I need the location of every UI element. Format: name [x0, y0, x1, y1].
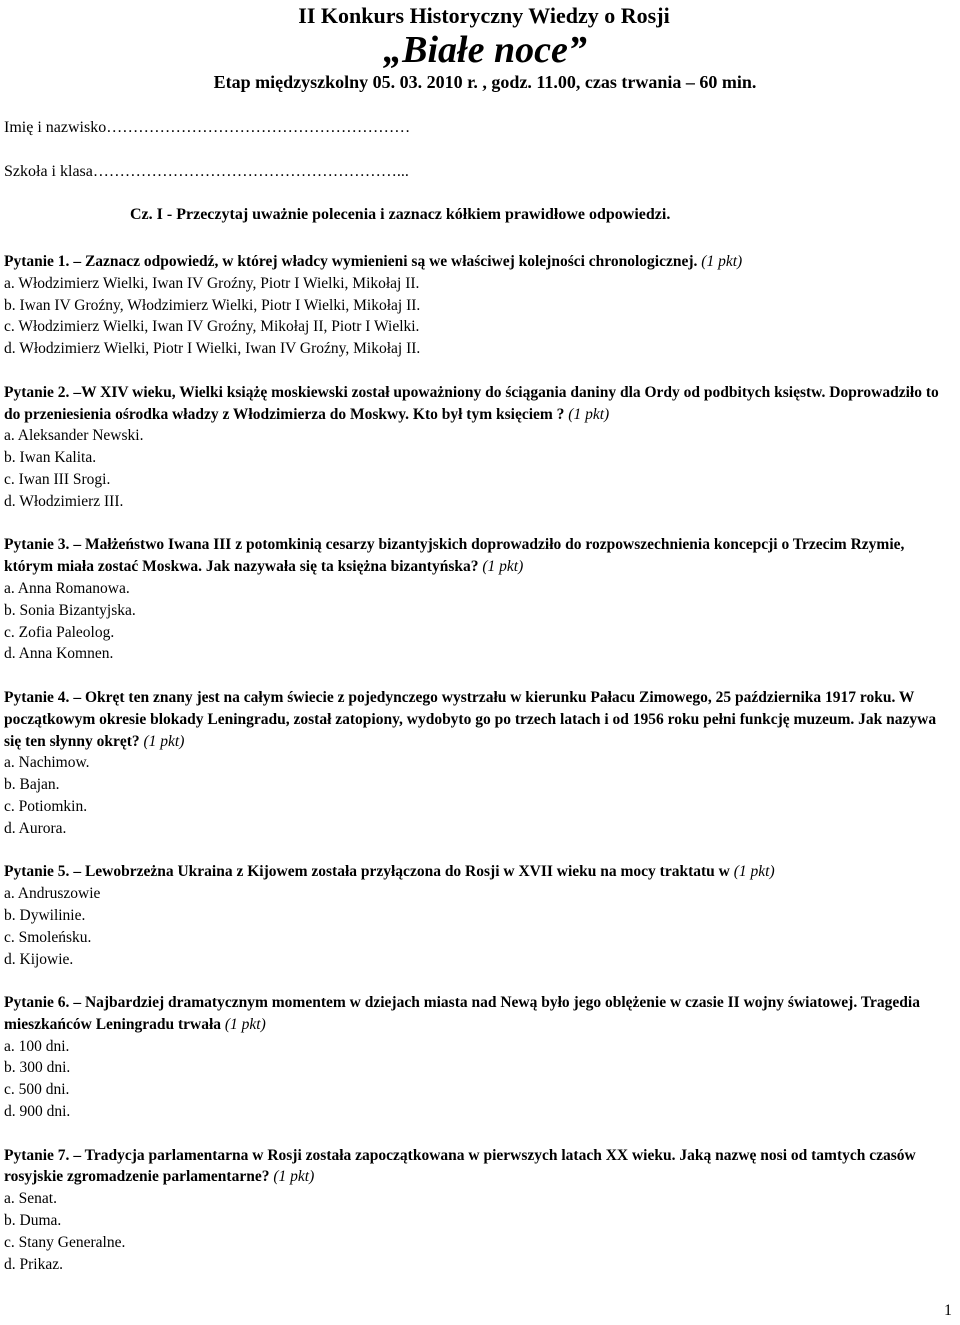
contest-title: II Konkurs Historyczny Wiedzy o Rosji: [298, 3, 670, 28]
answer-option[interactable]: a. Nachimow.: [4, 754, 90, 772]
answer-option[interactable]: d. Prikaz.: [4, 1255, 63, 1273]
question-body: –W XIV wieku, Wielki książę moskiewski został upoważniony do ściągania daniny dla Ordy od podbitych księstw. Doprowadziło to do przeniesienia ośrodka władzy z Włodzimierza do Moskwy. Kto był tym księciem ?: [4, 383, 939, 423]
answer-option[interactable]: b. Duma.: [4, 1212, 62, 1230]
question-body: – Małżeństwo Iwana III z potomkinią cesarzy bizantyjskich doprowadziło do rozpowszechnienia koncepcji o Trzecim Rzymie, którym miała zostać Moskwa. Jak nazywała się ta księżna bizantyńska?: [4, 536, 905, 576]
question-body: – Tradycja parlamentarna w Rosji została zapoczątkowana w pierwszych latach XX wieku. Jaką nazwę nosi od tamtych czasów rosyjskie zgromadzenie parlamentarne?: [4, 1146, 916, 1186]
question-7: [4, 1145, 956, 1276]
question-text: [4, 992, 956, 1036]
document-header: [0, 0, 960, 94]
question-points: (1 pkt): [269, 1168, 315, 1186]
school-field[interactable]: Szkoła i klasa…………………………………………………...: [4, 163, 409, 180]
question-points: (1 pkt): [564, 405, 610, 423]
answer-option[interactable]: d. Włodzimierz Wielki, Piotr I Wielki, Iwan IV Groźny, Mikołaj II.: [4, 340, 421, 358]
question-3: [4, 534, 956, 665]
question-body: – Lewobrzeżna Ukraina z Kijowem została przyłączona do Rosji w XVII wieku na mocy traktatu w: [69, 863, 730, 881]
answer-option[interactable]: c. Zofia Paleolog.: [4, 623, 115, 641]
question-text: [4, 861, 956, 883]
page-number: 1: [944, 1302, 952, 1319]
question-4: [4, 687, 956, 840]
answer-option[interactable]: b. Bajan.: [4, 776, 60, 794]
answer-option[interactable]: b. Iwan IV Groźny, Włodzimierz Wielki, Piotr I Wielki, Mikołaj II.: [4, 296, 421, 314]
answer-option[interactable]: b. Iwan Kalita.: [4, 449, 97, 467]
question-points: (1 pkt): [729, 863, 775, 881]
question-number: Pytanie 5.: [4, 863, 70, 881]
answer-option[interactable]: d. Kijowie.: [4, 950, 74, 968]
question-number: Pytanie 3.: [4, 536, 70, 554]
answer-option[interactable]: c. 500 dni.: [4, 1081, 70, 1099]
question-6: [4, 992, 956, 1123]
answer-option[interactable]: c. Włodzimierz Wielki, Iwan IV Groźny, Mikołaj II, Piotr I Wielki.: [4, 318, 420, 336]
question-2: [4, 382, 956, 513]
answer-option[interactable]: b. Sonia Bizantyjska.: [4, 601, 136, 619]
question-points: (1 pkt): [139, 732, 185, 750]
answer-option[interactable]: a. Andruszowie: [4, 885, 101, 903]
question-body: – Zaznacz odpowiedź, w której władcy wymienieni są we właściwej kolejności chronologicznej.: [69, 253, 698, 270]
answer-option[interactable]: a. Senat.: [4, 1190, 57, 1208]
answer-option[interactable]: b. Dywilinie.: [4, 906, 86, 924]
name-field[interactable]: Imię i nazwisko…………………………………………………: [4, 119, 411, 136]
question-text: [4, 1145, 956, 1189]
contest-subtitle: „Białe noce”: [383, 29, 587, 71]
question-number: Pytanie 4.: [4, 688, 70, 706]
question-text: [4, 687, 956, 752]
question-number: Pytanie 1.: [4, 253, 70, 270]
question-body: – Najbardziej dramatycznym momentem w dziejach miasta nad Newą było jego oblężenie w czasie II wojny światowej. Tragedia mieszkańców Leningradu trwała: [4, 994, 920, 1033]
answer-option[interactable]: b. 300 dni.: [4, 1059, 71, 1077]
answer-option[interactable]: d. Włodzimierz III.: [4, 492, 124, 510]
answer-option[interactable]: a. Aleksander Newski.: [4, 427, 144, 445]
question-points: (1 pkt): [478, 558, 524, 576]
question-points: (1 pkt): [697, 253, 743, 270]
answer-option[interactable]: d. 900 dni.: [4, 1103, 71, 1121]
question-text: [4, 382, 956, 426]
question-5: [4, 861, 956, 970]
question-number: Pytanie 2.: [4, 383, 70, 401]
answer-option[interactable]: c. Smoleńsku.: [4, 928, 92, 946]
answer-option[interactable]: d. Anna Komnen.: [4, 645, 114, 663]
answer-option[interactable]: d. Aurora.: [4, 819, 67, 837]
question-1: [4, 251, 956, 360]
question-number: Pytanie 7.: [4, 1146, 70, 1164]
answer-option[interactable]: a. 100 dni.: [4, 1037, 70, 1055]
answer-option[interactable]: a. Anna Romanowa.: [4, 579, 130, 597]
answer-option[interactable]: a. Włodzimierz Wielki, Iwan IV Groźny, Piotr I Wielki, Mikołaj II.: [4, 274, 420, 292]
question-text: [4, 251, 956, 273]
answer-option[interactable]: c. Potiomkin.: [4, 797, 88, 815]
question-text: [4, 534, 956, 578]
answer-option[interactable]: c. Iwan III Srogi.: [4, 470, 111, 488]
stage-info: Etap międzyszkolny 05. 03. 2010 r. , godz. 11.00, czas trwania – 60 min.: [213, 72, 757, 92]
question-body: – Okręt ten znany jest na całym świecie z pojedynczego wystrzału w kierunku Pałacu Zimowego, 25 października 1917 roku. W początkowym okresie blokady Leningradu, został zatopiony, wydobyto go po trzech latach i od 1956 roku pełni funkcję muzeum. Jak nazywa się ten słynny okręt?: [4, 688, 937, 750]
section-heading: Cz. I - Przeczytaj uważnie polecenia i zaznacz kółkiem prawidłowe odpowiedzi.: [130, 206, 671, 223]
questions-list: [4, 251, 956, 1297]
question-number: Pytanie 6.: [4, 994, 70, 1012]
answer-option[interactable]: c. Stany Generalne.: [4, 1233, 126, 1251]
question-points: (1 pkt): [221, 1015, 266, 1033]
